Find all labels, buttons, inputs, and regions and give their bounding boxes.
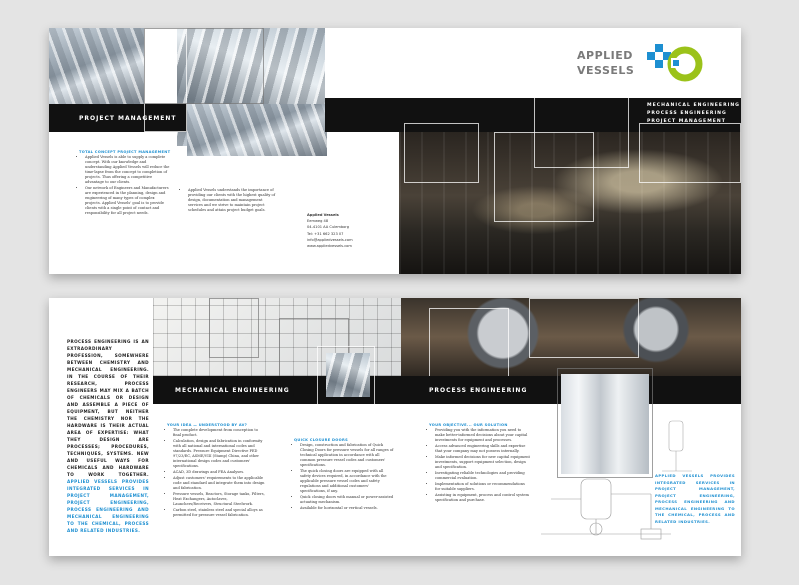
contact-city: 04-4101 AA Culemborg [307,225,349,230]
frame-outline [639,123,741,183]
frame-outline [209,298,259,358]
intro-blue-text: APPLIED VESSELS PROVIDES INTEGRATED SERVICES IN PROJECT MANAGEMENT, PROJECT ENGINEERING, PROCESS ENGINEERING AND MECHANICAL ENGINEERING TO THE CHEMICAL, PROCESS AND RELATED INDUSTRIES. [67,479,149,533]
list-item: • Investigating reliable technologies and providing commercial evaluation. [435,471,531,481]
list-item: • Assisting in equipment, process and control system specification and purchase. [435,493,531,503]
contact-company: Applied Vessels [307,213,339,217]
frame-outline [144,28,264,104]
list-item: • Adjust customers' requirements to the applicable code and standard and integrate them into design and fabrication. [173,476,267,491]
contact-web: www.appliedvessels.com [307,244,352,249]
section-title: PROJECT MANAGEMENT [79,115,177,122]
brochure-spread-top [49,28,741,274]
objective-heading: YOUR OBJECTIVE... OUR SOLUTION [429,423,508,427]
list-item: • Make informed decisions for new capital equipment investments, support equipment selection, design and specification. [435,455,531,470]
quick-closure-column [294,438,394,512]
list-item: • Available for horizontal or vertical vessels. [300,506,394,511]
list-item: • Access advanced engineering skills and expertise that your company may not possess internally. [435,444,531,454]
mech-title: MECHANICAL ENGINEERING [175,387,290,394]
logo-line-applied: APPLIED [577,49,633,62]
frame-outline [534,88,629,168]
list-item: • Design, construction and fabrication of Quick Closing Doors for pressure vessels for all ranges of technical application in accordance with all common pressure vessel codes and customers' specifications. [300,443,394,468]
pipes-photo-bottom [187,104,327,156]
frame-outline [429,308,509,380]
list-item: • Calculation, design and fabrication in conformity with all national and international codes and standards. Pressure Equipment Directive PED 97/23/EC, ASME/VIII (Stamp) China, and other international design codes and customers' specifications. [173,439,267,469]
right-blue-text-block [655,473,735,525]
intro-text-block [67,338,149,534]
list-item: • Applied Vessels is able to supply a complete concept. With our knowledge and understanding Applied Vessels will reduce the time-lapse from the concept to completion of projects. Thus offering a competitive advantage to our clients. [85,155,171,185]
list-item: • ACAD, 3D drawings and FEA Analyses. [173,470,267,475]
list-item: • Implementation of solutions or recommendations for suitable suppliers. [435,482,531,492]
instrument-schematic-diagram [657,416,697,476]
concept-column-1 [79,150,171,217]
pipes-photo-left [49,28,144,104]
brochure-spread-bottom [49,298,741,556]
list-item: • Pressure vessels, Reactors, Storage tanks, Filters, Heat Exchangers, Autoclaves, Launchers/Receivers, Structural Steelwork. [173,492,267,507]
list-item: • Quick closing doors with manual or power-assisted actuating mechanism. [300,495,394,505]
list-item: • The complete development from conception to final product. [173,428,267,438]
contact-street: Eemweg 48 [307,219,329,224]
frame-outline [529,298,639,358]
list-item: • Carbon steel, stainless steel and special alloys as permitted for pressure vessel fabrication. [173,508,267,518]
frame-outline [557,368,653,478]
service-line: PROCESS ENGINEERING [647,111,727,116]
list-item: • Providing you with the information you need to make better-informed decisions about your capital investments for equipment and processes. [435,428,531,443]
quick-heading: QUICK CLOSURE DOORS [294,438,348,442]
logo-mark-icon [647,44,709,84]
service-line: MECHANICAL ENGINEERING [647,103,740,108]
concept-column-2 [182,188,276,214]
list-item: • Our network of Engineers and Manufacturers are experienced in the planning, design and engineering of many types of complex projects. Applied Vessels' goal is to provide clients with a single point of contact and responsibility for all project needs. [85,186,171,216]
frame-outline [317,346,375,406]
intro-text: PROCESS ENGINEERING IS AN EXTRAORDINARY PROFESSION, SOMEWHERE BETWEEN CHEMISTRY AND MECHANICAL ENGINEERING. IN THE COURSE OF THEIR RESEARCH, PROCESS ENGINEERS MAY MIX A BATCH OF CHEMICALS OR DESIGN AND ASSEMBLE A PIECE OF EQUIPMENT, BUT NEITHER THE CHEMISTRY NOR THE HARDWARE IS THEIR ACTUAL AREA OF EXPERTISE: WHAT THEY DESIGN ARE PROCESSES; PROCEDURES, TECHNIQUES, SYSTEMS. NEW AND USEFUL WAYS FOR CHEMICALS AND HARDWARE TO WORK TOGETHER. [67,339,149,477]
proc-title: PROCESS ENGINEERING [429,387,528,394]
idea-column [167,423,267,519]
list-item: • The quick closing doors are equipped with all safety devices required, in accordance with the applicable pressure vessel codes and safety regulations and additional customers' specifications, if any. [300,469,394,494]
service-line: PROJECT MANAGEMENT [647,119,726,124]
applied-vessels-logo [577,42,709,88]
contact-email: info@appliedvessels.com [307,237,353,242]
logo-line-vessels: VESSELS [577,64,635,77]
concept-heading: TOTAL CONCEPT PROJECT MANAGEMENT [79,150,171,154]
frame-outline [404,123,479,183]
idea-heading: YOUR IDEA — UNDERSTOOD BY AV? [167,423,248,427]
objective-column [429,423,531,504]
contact-tel: Tel: +31 662 323 07 [307,231,344,236]
contact-block [307,212,377,249]
right-blue-text: APPLIED VESSELS PROVIDES INTEGRATED SERVICES IN PROJECT MANAGEMENT, PROJECT ENGINEERING, PROCESS ENGINEERING AND MECHANICAL ENGINEERING TO THE CHEMICAL, PROCESS AND RELATED INDUSTRIES. [655,473,735,524]
list-item: • Applied Vessels understands the importance of providing our clients with the highest quality of design, documentation and management services and we strive to maintain project schedules and attain project budget goals. [188,188,276,213]
